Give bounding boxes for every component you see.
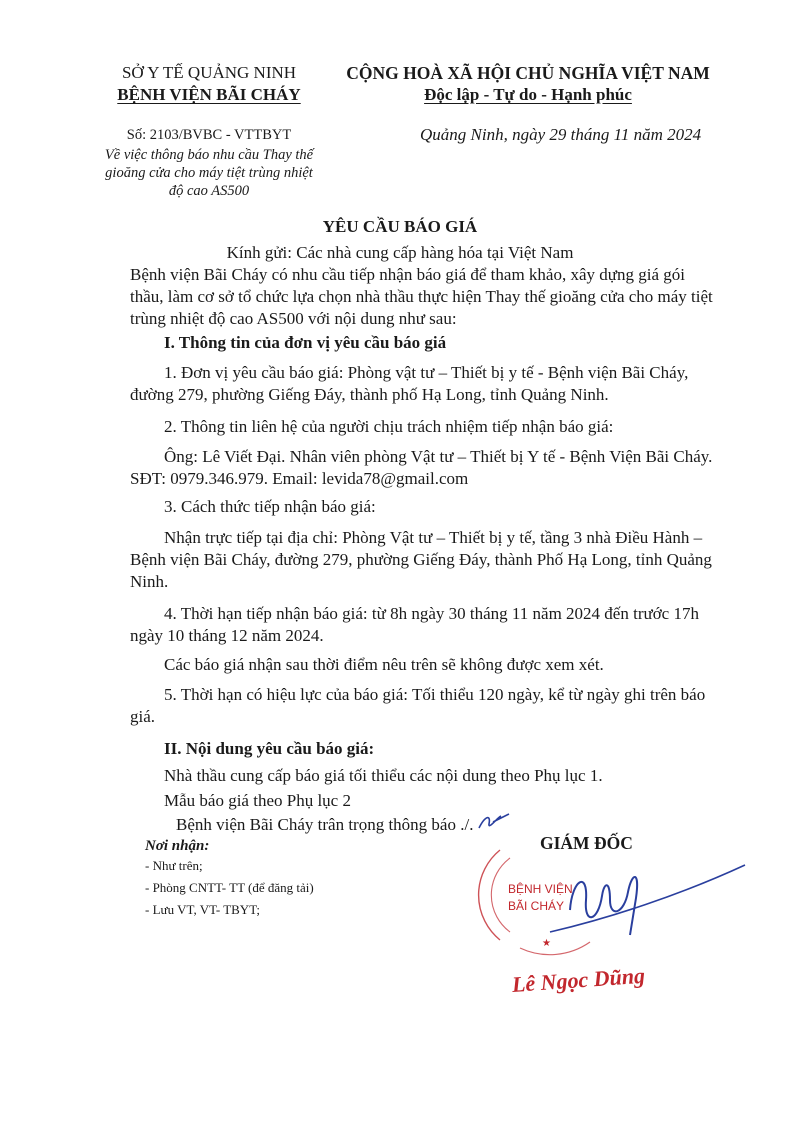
handwritten-signature-icon [540,840,750,960]
section-heading-1: I. Thông tin của đơn vị yêu cầu báo giá [164,333,447,352]
document-date: Quảng Ninh, ngày 29 tháng 11 năm 2024 [420,125,702,144]
recipient-item: - Phòng CNTT- TT (để đăng tải) [145,880,314,895]
item-4-line: ngày 10 tháng 12 năm 2024. [130,626,324,645]
item-5-line: 5. Thời hạn có hiệu lực của báo giá: Tối thiểu 120 ngày, kể từ ngày ghi trên báo [164,685,706,704]
national-motto: Độc lập - Tự do - Hạnh phúc [424,85,632,104]
hospital-name: BỆNH VIỆN BÃI CHÁY [117,85,301,104]
late-note: Các báo giá nhận sau thời điểm nêu trên sẽ không được xem xét. [164,655,604,674]
addressee: Kính gửi: Các nhà cung cấp hàng hóa tại Việt Nam [226,243,574,262]
nation-name: CỘNG HOÀ XÃ HỘI CHỦ NGHĨA VIỆT NAM [346,63,710,83]
svg-text:★: ★ [542,938,551,949]
contact-line: Ông: Lê Viết Đại. Nhân viên phòng Vật tư – Thiết bị Y tế - Bệnh Viện Bãi Cháy. [164,447,713,466]
department-name: SỞ Y TẾ QUẢNG NINH [121,63,297,82]
item-2: 2. Thông tin liên hệ của người chịu trách nhiệm tiếp nhận báo giá: [164,417,614,436]
recipients-title: Nơi nhận: [145,838,210,854]
issuer-block [98,62,320,106]
item-1-line: 1. Đơn vị yêu cầu báo giá: Phòng vật tư – Thiết bị y tế - Bệnh viện Bãi Cháy, [164,363,689,382]
signer-name: Lê Ngọc Dũng [511,962,646,997]
receive-line: Nhận trực tiếp tại địa chỉ: Phòng Vật tư – Thiết bị y tế, tầng 3 nhà Điều Hành – [164,528,703,547]
item-5-line: giá. [130,707,156,726]
stamp-text: BỆNH VIỆN [508,882,573,896]
national-header [328,62,728,106]
section-heading-2: II. Nội dung yêu cầu báo giá: [164,739,375,758]
document-subject: Về việc thông báo nhu cầu Thay thế gioăng cửa cho máy tiệt trùng nhiệt độ cao AS500 [104,147,314,199]
content-line: Mẫu báo giá theo Phụ lục 2 [164,791,351,810]
content-line: Nhà thầu cung cấp báo giá tối thiểu các nội dung theo Phụ lục 1. [164,766,603,785]
document-number: Số: 2103/BVBC - VTTBYT [126,127,292,143]
intro-line: trùng nhiệt độ cao AS500 với nội dung như sau: [130,309,457,328]
intro-line: Bệnh viện Bãi Cháy có nhu cầu tiếp nhận báo giá để tham khảo, xây dựng giá gói [130,265,685,284]
recipient-item: - Như trên; [145,858,203,873]
intro-line: thầu, làm cơ sở tổ chức lựa chọn nhà thầu thực hiện Thay thế gioăng cửa cho máy tiệt [130,287,713,306]
receive-line: Bệnh viện Bãi Cháy, đường 279, phường Giếng Đáy, thành Phố Hạ Long, tỉnh Quảng [130,550,712,569]
signer-position: GIÁM ĐỐC [540,833,633,853]
receive-line: Ninh. [130,572,169,591]
contact-line: SĐT: 0979.346.979. Email: levida78@gmail.com [130,469,469,488]
document-title: YÊU CẦU BÁO GIÁ [322,217,478,236]
item-4-line: 4. Thời hạn tiếp nhận báo giá: từ 8h ngày 30 tháng 11 năm 2024 đến trước 17h [164,604,699,623]
item-3: 3. Cách thức tiếp nhận báo giá: [164,497,376,516]
recipient-item: - Lưu VT, VT- TBYT; [145,902,261,917]
stamp-text: BÃI CHÁY [508,899,565,913]
closing-line: Bệnh viện Bãi Cháy trân trọng thông báo ./. [176,815,474,834]
item-1-line: đường 279, phường Giếng Đáy, thành phố Hạ Long, tỉnh Quảng Ninh. [130,385,609,404]
